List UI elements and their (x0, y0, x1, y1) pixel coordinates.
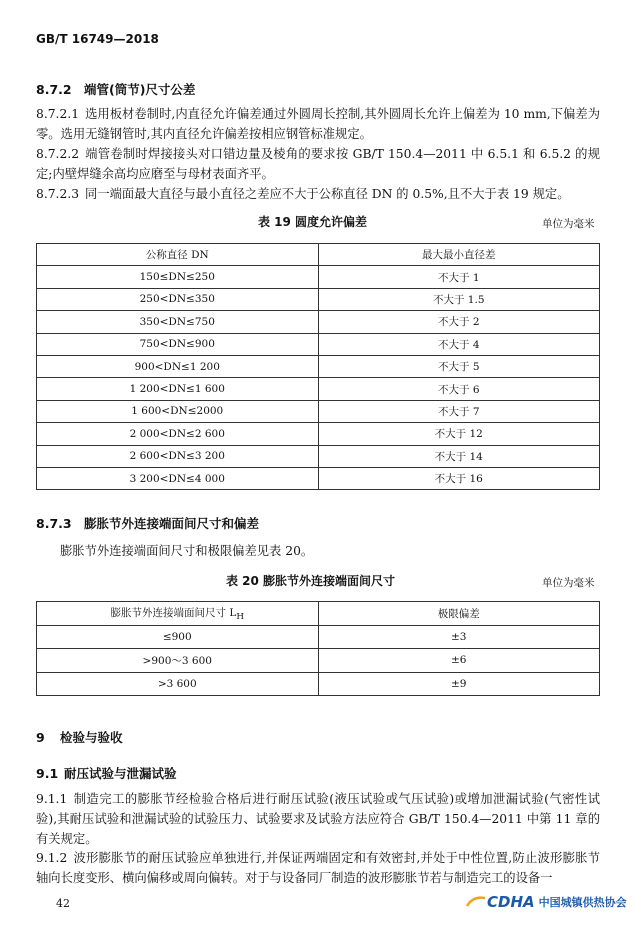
header-subscript: H (236, 611, 244, 622)
table-cell: 不大于 5 (318, 355, 600, 377)
table-cell: 1 200<DN≤1 600 (37, 378, 319, 400)
table-cell: 不大于 12 (318, 423, 600, 445)
section-heading-9 (36, 728, 123, 746)
section-title: 膨胀节外连接端面间尺寸和偏差 (84, 516, 260, 531)
paragraph-text: 波形膨胀节的耐压试验应单独进行,并保证两端固定和有效密封,并处于中性位置,防止波形膨胀节轴向长度变形、横向偏移或周向偏转。对于与设备同厂制造的波形膨胀节若与制造完工的设备一 (36, 851, 600, 885)
table20-caption: 表 20 膨胀节外连接端面间尺寸 (226, 574, 396, 588)
table-cell: 不大于 6 (318, 378, 600, 400)
section-heading-873 (36, 514, 259, 532)
paragraph-8721 (36, 104, 600, 144)
table-row (37, 649, 600, 673)
table-row (37, 400, 600, 422)
paragraph-number: 8.7.2.2 (36, 147, 80, 161)
logo-swoosh-icon (465, 894, 487, 910)
table-row (37, 333, 600, 355)
table-cell: 250<DN≤350 (37, 288, 319, 310)
paragraph-number: 8.7.2.3 (36, 187, 80, 201)
paragraph-text: 选用板材卷制时,内直径允许偏差通过外圆周长控制,其外圆周长允许上偏差为 10 mm,下偏差为零。选用无缝钢管时,其内直径允许偏差按相应钢管标准规定。 (36, 107, 600, 141)
table-header: 极限偏差 (318, 602, 600, 626)
table-cell: 150≤DN≤250 (37, 266, 319, 288)
logo-mark: CDHA (487, 893, 535, 911)
document-code: GB/T 16749—2018 (36, 32, 159, 46)
table-row (37, 355, 600, 377)
table-cell: ≤900 (37, 625, 319, 649)
table-cell: 350<DN≤750 (37, 311, 319, 333)
table-cell: 不大于 14 (318, 445, 600, 467)
table-cell: 2 000<DN≤2 600 (37, 423, 319, 445)
section-heading-91 (36, 764, 177, 782)
table-row (37, 423, 600, 445)
section-number: 8.7.3 (36, 516, 72, 531)
table20-unit: 单位为毫米 (542, 577, 595, 589)
section-heading-872 (36, 80, 195, 98)
paragraph-number: 9.1.2 (36, 851, 68, 865)
paragraph-873: 膨胀节外连接端面间尺寸和极限偏差见表 20。 (60, 544, 314, 558)
table-header: 公称直径 DN (37, 244, 319, 266)
table19 (36, 243, 600, 490)
table-header: 最大最小直径差 (318, 244, 600, 266)
publisher-logo (465, 893, 627, 911)
table-row (37, 311, 600, 333)
paragraph-911 (36, 789, 600, 849)
section-title: 端管(筒节)尺寸公差 (84, 82, 196, 97)
paragraph-912 (36, 848, 600, 888)
table-row (37, 288, 600, 310)
table19-unit: 单位为毫米 (542, 218, 595, 230)
table-cell: 900<DN≤1 200 (37, 355, 319, 377)
table-row (37, 467, 600, 489)
table-cell: 不大于 16 (318, 467, 600, 489)
table-cell: ±9 (318, 672, 600, 696)
section-title: 耐压试验与泄漏试验 (64, 766, 177, 781)
table-row (37, 266, 600, 288)
paragraph-8723 (36, 184, 600, 204)
table-cell: 3 200<DN≤4 000 (37, 467, 319, 489)
table-cell: ±6 (318, 649, 600, 673)
logo-text: 中国城镇供热协会 (538, 896, 627, 909)
paragraph-text: 制造完工的膨胀节经检验合格后进行耐压试验(液压试验或气压试验)或增加泄漏试验(气密性试验),其耐压试验和泄漏试验的试验压力、试验要求及试验方法应符合 GB/T 150.4—2011 中第 11 章的有关规定。 (36, 792, 600, 846)
table20 (36, 601, 600, 696)
page-number: 42 (56, 897, 70, 910)
paragraph-number: 8.7.2.1 (36, 107, 80, 121)
section-number: 9 (36, 730, 45, 745)
paragraph-8722 (36, 144, 600, 184)
table-cell: >3 600 (37, 672, 319, 696)
table-cell: 1 600<DN≤2000 (37, 400, 319, 422)
table-row (37, 445, 600, 467)
table-row (37, 672, 600, 696)
table-cell: 不大于 2 (318, 311, 600, 333)
table-row (37, 625, 600, 649)
table-cell: 不大于 1 (318, 266, 600, 288)
table-cell: ±3 (318, 625, 600, 649)
table-cell: 750<DN≤900 (37, 333, 319, 355)
paragraph-text: 端管卷制时焊接接头对口错边量及棱角的要求按 GB/T 150.4—2011 中 6.5.1 和 6.5.2 的规定;内壁焊缝余高均应磨至与母材表面齐平。 (36, 147, 600, 181)
table19-caption: 表 19 圆度允许偏差 (258, 215, 368, 229)
table-cell: 不大于 1.5 (318, 288, 600, 310)
paragraph-text: 同一端面最大直径与最小直径之差应不大于公称直径 DN 的 0.5%,且不大于表 19 规定。 (85, 187, 570, 201)
section-number: 9.1 (36, 766, 59, 781)
table-cell: 不大于 4 (318, 333, 600, 355)
table-cell: 不大于 7 (318, 400, 600, 422)
table-row (37, 378, 600, 400)
table-header (37, 602, 319, 626)
header-text: 膨胀节外连接端面间尺寸 L (110, 606, 237, 619)
table-cell: >900～3 600 (37, 649, 319, 673)
section-number: 8.7.2 (36, 82, 72, 97)
table-cell: 2 600<DN≤3 200 (37, 445, 319, 467)
section-title: 检验与验收 (60, 730, 123, 745)
paragraph-number: 9.1.1 (36, 792, 68, 806)
